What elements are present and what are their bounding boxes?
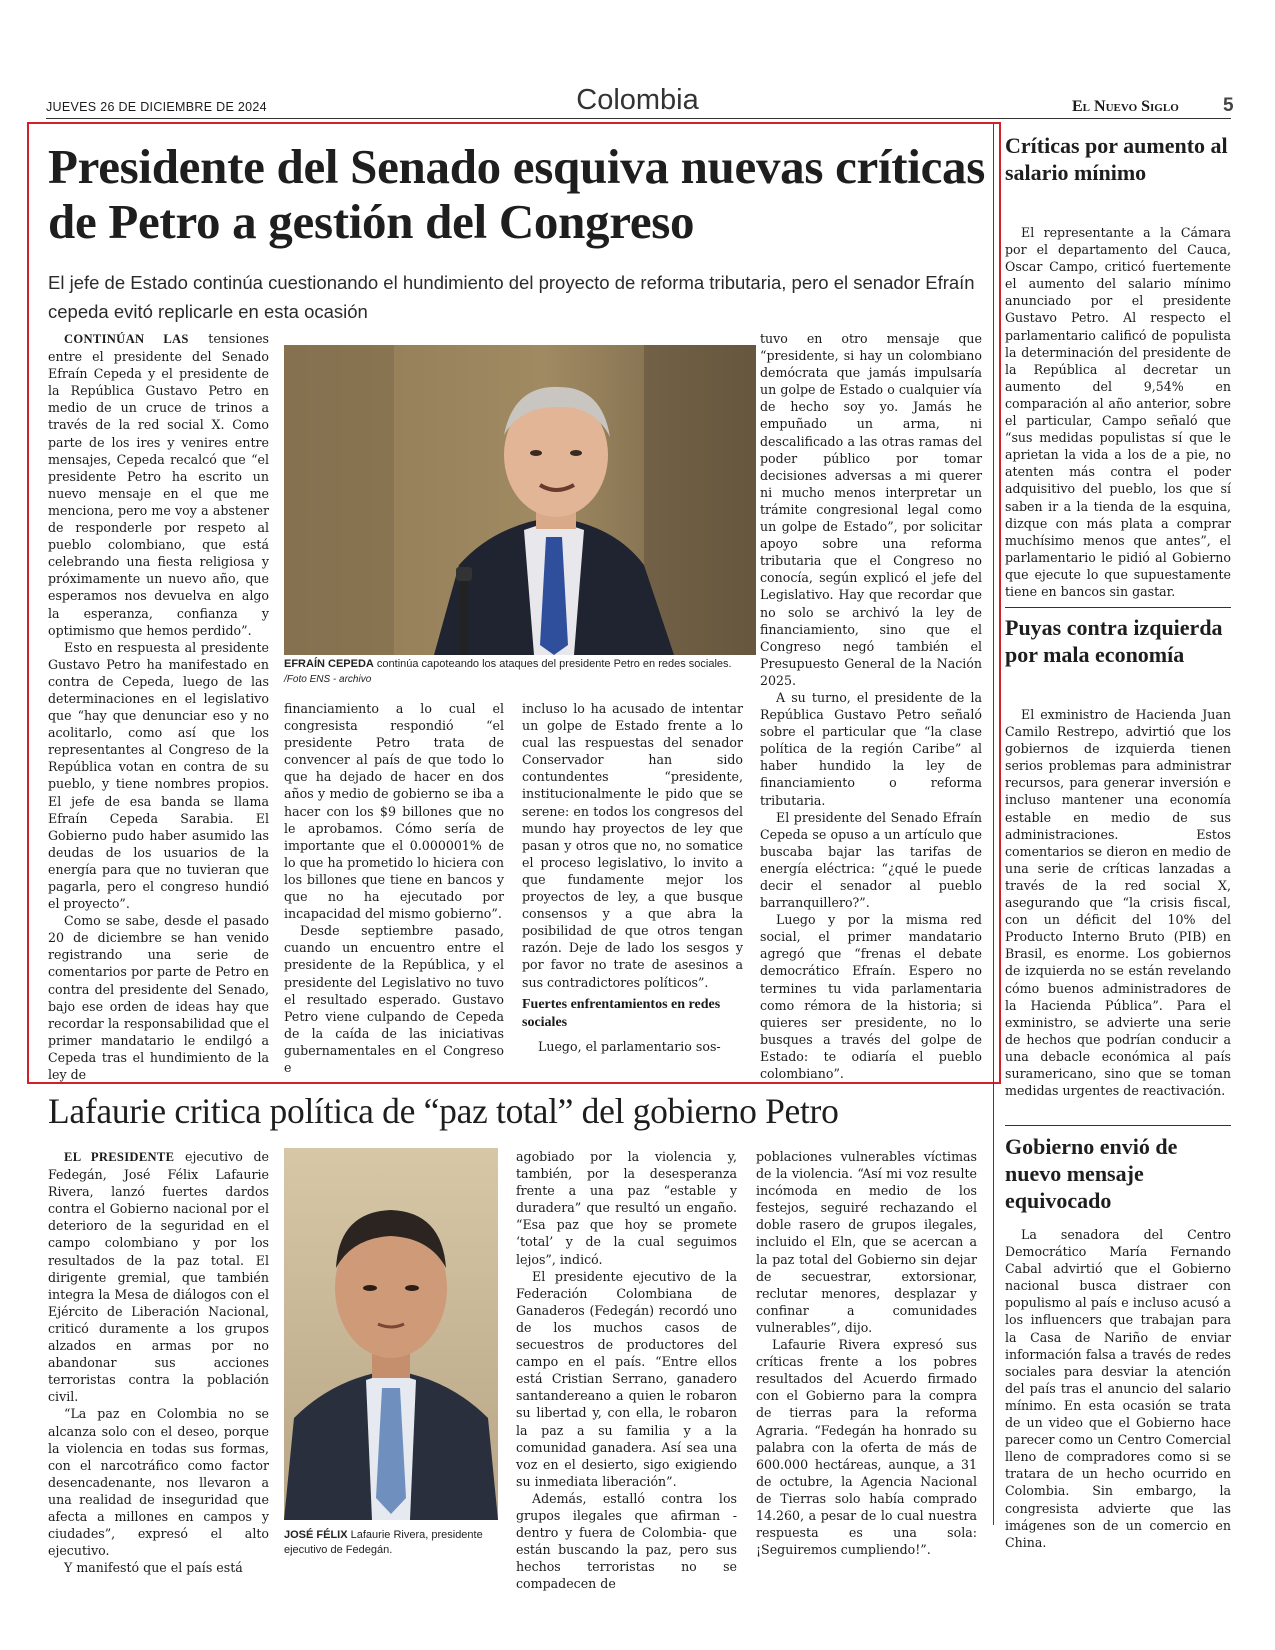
sidebar-rule — [1005, 1125, 1231, 1126]
photo-credit: /Foto ENS - archivo — [284, 674, 372, 685]
paragraph: Luego, el parlamentario sos- — [538, 1038, 721, 1054]
main-deck: El jefe de Estado continúa cuestionando el hundimiento del proyecto de reforma tributaria, pero el senador Efraín cepeda evitó replicarle en esta ocasión — [48, 272, 975, 322]
sidebar-headline-2: Puyas contra izquierda por mala economía — [1005, 615, 1223, 667]
caption-text: Lafaurie Rivera, presidente ejecutivo de Fedegán. — [284, 1529, 483, 1556]
paragraph: tuvo en otro mensaje que “presidente, si hay un colombiano demócrata que jamás impulsaría un golpe de Estado o cualquier vía de hecho soy yo. Jamás he empuñado un arma, ni descalificado a las otras ramas del poder público por tomar decisiones adversas a mi querer ni mucho menos interpretar un trámite congresional legal como un golpe de Estado”, por solicitar apoyo sobre una reforma tributaria que el Congreso no conocía, según explicó el jefe del Legislativo. Hay que recordar que no solo se archivó la ley de financiamiento, sino que el Congreso negó también el Presupuesto General de la Nación 2025. — [760, 331, 982, 688]
paragraph: Como se sabe, desde el pasado 20 de diciembre se han venido registrando una serie de comentarios por parte de Petro en contra del presidente del Senado, bajo ese orden de ideas hay que recordar la responsabilidad que el primer mandatario le endilgó a Cepeda tras el hundimiento de la ley de — [48, 913, 269, 1083]
main-column-4 — [760, 330, 982, 1082]
sidebar-text-3: La senadora del Centro Democrático María Fernando Cabal advirtió que el Gobierno nacional busca distraer con populismo al país e incluso acusó a los influencers que trabajan para la Casa de Nariño de enviar información falsa a través de redes sociales para desviar la atención del país tras el anuncio del salario mínimo. En esta ocasión se trata de un video que el Gobierno hace parecer como un Centro Comercial lleno de compradores como si se tratara de un hecho ocurrido en Colombia. Sin embargo, la congresista advierte que las imágenes son de un comercio en China. — [1005, 1227, 1231, 1550]
lead-in: CONTINÚAN LAS — [64, 332, 189, 346]
header-rule — [46, 118, 1231, 119]
paragraph: Esto en respuesta al presidente Gustavo Petro ha manifestado en contra de Cepeda, luego de las determinaciones en el legislativo que “hay que denunciar eso y no acolitarlo, como así que los representantes al Congreso de la República votan en contra de su pueblo, y tiene nombres propios. El jefe de esa banda se llama Efraín Cepeda Sarabia. El Gobierno pudo haber asumido las deudas de los usuarios de la energía para que no tuvieran que pagarla, pero el congreso hundió el proyecto”. — [48, 639, 269, 912]
lead-in: EL PRESIDENTE — [64, 1150, 175, 1164]
sidebar-rule — [1005, 607, 1231, 608]
caption-text: continúa capoteando los ataques del presidente Petro en redes sociales. — [376, 658, 732, 670]
photo-caption — [284, 1528, 498, 1558]
paragraph: “La paz en Colombia no se alcanza solo con el deseo, porque la violencia en todas sus formas, con el narcotráfico como factor desencadenante, nos llevaron a una realidad de inseguridad que afecta a millones en campos y ciudades”, expresó el alto ejecutivo. — [48, 1406, 269, 1559]
subheading: Fuertes enfrentamientos en redes sociales — [522, 996, 721, 1030]
sidebar-headline-1: Críticas por aumento al salario mínimo — [1005, 133, 1228, 185]
page-number: 5 — [1223, 95, 1234, 116]
paragraph: A su turno, el presidente de la República Gustavo Petro señaló sobre el particular que “la clase política de la región Caribe” al haber hundido la ley de financiamiento o reforma tributaria. — [760, 689, 982, 808]
caption-name: JOSÉ FÉLIX — [284, 1529, 348, 1541]
paragraph: Y manifestó que el país está — [64, 1560, 243, 1576]
caption-name: EFRAÍN CEPEDA — [284, 658, 374, 670]
sidebar-text-1: El representante a la Cámara por el departamento del Cauca, Oscar Campo, criticó fuertemente el aumento del salario mínimo anunciado por el presidente Gustavo Petro. Al respecto el parlamentario calificó de populista la determinación del presidente de la República al decretar un aumento del 9,54% en comparación al año anterior, sobre el particular, Campo señaló que “sus medidas populistas sí que le aprietan la vida a los de a pie, no atenten más contra el poder adquisitivo del pueblo, los que sí saben ir a la tienda de la esquina, dizque con más plata a comprar muchísimo menos que antes”, el parlamentario le pidió al Gobierno que ejecute lo que supuestamente tiene en bancos sin gastar. — [1005, 225, 1231, 599]
main-column-3 — [522, 700, 743, 1055]
paragraph: El presidente ejecutivo de la Federación Colombiana de Ganaderos (Fedegán) recordó uno de los muchos casos de secuestros de productores del campo en el país. “Entre ellos está Cristian Serrano, ganadero santandereano a quien le robaron su libertad y, con ella, le robaron la paz a su familia y a la comunidad ganadera. Así sea una voz en el desierto, sigo exigiendo su inmediata liberación”. — [516, 1268, 737, 1489]
paragraph: Luego y por la misma red social, el primer mandatario agregó que “frenas el debate democrático Efraín. Espero no termines tu vida parlamentaria como rémora de la historia; si quieres ser presidente, no lo busques a través del golpe de Estado: te odiaría el pueblo colombiano”. — [760, 912, 982, 1082]
portrait-illustration — [284, 345, 756, 655]
paragraph: tensiones entre el presidente del Senado Efraín Cepeda y el presidente de la República Gustavo Petro en medio de un cruce de trinos a través de la red social X. Como parte de los ires y venires entre mensajes, Cepeda recalcó que “el presidente Petro ha escrito un nuevo mensaje en el que me menciona, pero me voy a abstener de responderle por respeto al pueblo colombiano, que está celebrando una fiesta religiosa y próximamente un nuevo año, que esperamos nos devuelva en algo la esperanza, confianza y optimismo que hemos perdido”. — [48, 331, 269, 638]
paragraph: financiamiento a lo cual el congresista respondió “el presidente Petro trata de convencer al país de que todo lo que ha dejado de hacer en dos años y medio de gobierno se iba a hacer con los $9 billones que no le aprobamos. Cómo sería de importante que el 0.000001% de lo que ha prometido lo hiciera con los billones que tiene en bancos y que no ha ejecutado por incapacidad del mismo gobierno”. — [284, 701, 504, 922]
section-title: Colombia — [576, 84, 699, 116]
photo-caption — [284, 657, 756, 687]
paragraph: ejecutivo de Fedegán, José Félix Lafaurie Rivera, lanzó fuertes dardos contra el Gobierno nacional por el deterioro de la seguridad en el campo colombiano y por los resultados de la paz total. El dirigente gremial, que también integra la Mesa de diálogos con el Ejército de Liberación Nacional, criticó duramente a los grupos alzados en armas por no abandonar sus acciones terroristas contra la población civil. — [48, 1149, 269, 1405]
column-divider — [993, 124, 994, 1525]
paragraph: incluso lo ha acusado de intentar un golpe de Estado frente a lo cual las respuestas del senador Conservador han sido contundentes “presidente, institucionalmente le pido que se serene: en todos los congresos del mundo hay proyectos de ley que pasan y otros que no, no somatice el proceso legislativo, lo invito a que fundamente mejor los proyectos de ley, a que busque consensos y a que abra la posibilidad de que otros tengan razón. Deje de lado los sesgos y por favor no trate de asesinos a sus contradictores políticos”. — [522, 701, 743, 990]
photo-efrain-cepeda — [284, 345, 756, 655]
paragraph: El presidente del Senado Efraín Cepeda se opuso a un artículo que buscaba bajar las tarifas de energía eléctrica: “¿qué le puede decir el senador al pueblo barranquillero?”. — [760, 809, 982, 911]
portrait-illustration — [284, 1148, 498, 1520]
second-headline: Lafaurie critica política de “paz total” del gobierno Petro — [48, 1091, 839, 1131]
second-column-2 — [516, 1148, 737, 1592]
paragraph: Además, estalló contra los grupos ilegales que afirman -dentro y fuera de Colombia- que están buscando la paz, pero sus hechos terroristas no se compadecen de — [516, 1490, 737, 1592]
paragraph: Lafaurie Rivera expresó sus críticas frente a los pobres resultados del Acuerdo firmado con el Gobierno para la compra de tierras para la reforma Agraria. “Fedegán ha honrado su palabra con la oferta de más de 600.000 hectáreas, aunque, a 31 de octubre, la Agencia Nacional de Tierras solo había comprado 14.260, a pesar de lo cual nuestra respuesta es una sola: ¡Seguiremos cumpliendo!”. — [756, 1337, 977, 1558]
main-column-1 — [48, 330, 269, 1083]
sidebar-text-2: El exministro de Hacienda Juan Camilo Restrepo, advirtió que los gobiernos de izquierda tienen serios problemas para administrar recursos, para generar inversión e incluso mantener una economía estable en medio de sus administraciones. Estos comentarios se dieron en medio de una serie de críticas lanzadas a través de la red social X, asegurando que “la crisis fiscal, con un déficit del 10% del Producto Interno Bruto (PIB) en Brasil, es enorme. Los gobiernos de izquierda no se están revelando cómo buenos administradores de la Hacienda Pública”. Para el exministro, se advierte una serie de hechos que podrían conducir a una debacle económica al país suramericano, sino que se toman medidas urgentes de reactivación. — [1005, 707, 1231, 1099]
issue-date: JUEVES 26 DE DICIEMBRE DE 2024 — [46, 100, 267, 114]
main-column-2 — [284, 700, 504, 1076]
photo-jose-felix-lafaurie — [284, 1148, 498, 1520]
paragraph: agobiado por la violencia y, también, por la desesperanza frente a una paz “estable y duradera” que resultó un engaño. “Esa paz que hoy se promete ‘total’ y de la cual seguimos lejos”, indicó. — [516, 1149, 737, 1267]
second-column-1 — [48, 1148, 269, 1576]
main-headline: Presidente del Senado esquiva nuevas críticas de Petro a gestión del Congreso — [48, 139, 986, 249]
newspaper-brand: El Nuevo Siglo — [1072, 98, 1179, 115]
paragraph: Desde septiembre pasado, cuando un encuentro entre el presidente de la República, y el presidente del Legislativo no tuvo el resultado esperado. Gustavo Petro viene culpando de Cepeda de la caída de las iniciativas gubernamentales en el Congreso e — [284, 923, 504, 1075]
paragraph: poblaciones vulnerables víctimas de la violencia. “Así mi voz resulte incómoda en medio de los festejos, seguiré rechazando el doble rasero de grupos ilegales, incluido el Eln, que se acercan a la paz total del Gobierno sin dejar de secuestrar, extorsionar, reclutar menores, desplazar y confinar a comunidades vulnerables”, dijo. — [756, 1149, 977, 1335]
second-column-3 — [756, 1148, 977, 1558]
sidebar-headline-3: Gobierno envió de nuevo mensaje equivocado — [1005, 1134, 1178, 1213]
